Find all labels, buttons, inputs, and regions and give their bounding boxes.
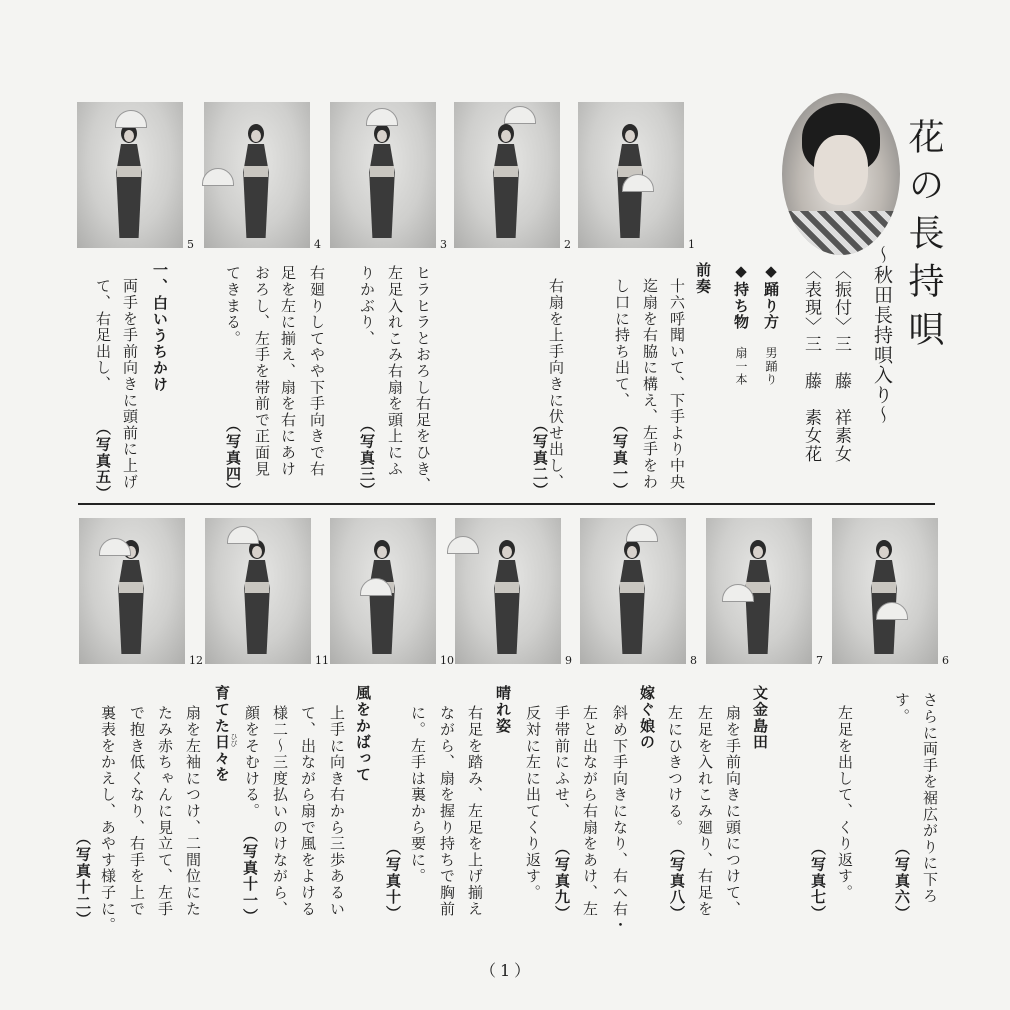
text-column: 迄扇を右脇に構え、左手をわ: [641, 278, 659, 490]
photo-number: 1: [688, 238, 695, 251]
ruby-reading: ひび: [230, 733, 238, 747]
text-column: 右廻りしてやや下手向きで右: [308, 265, 326, 477]
photo-caption: （写真七）: [809, 840, 827, 922]
dance-photo: [706, 518, 812, 664]
dance-photo: [330, 518, 436, 664]
photo-number: 10: [440, 654, 454, 667]
fan-icon: [366, 108, 398, 126]
text-column: 扇を手前向きに頭につけて、: [724, 705, 742, 917]
text-column: 手帯前にふせ、: [553, 705, 571, 820]
info-props: ◆持ち物 扇一本: [732, 262, 750, 387]
text-column: 扇を左袖につけ、二間位にた: [184, 705, 202, 917]
text-column: 右扇を上手向きに伏せ出し、: [547, 278, 565, 490]
fan-icon: [504, 106, 536, 124]
photo-caption: （写真十二）: [74, 830, 92, 928]
text-column: てきまる。: [224, 265, 242, 347]
text-column: 反対に左に出てくり返す。: [524, 705, 542, 901]
section-heading: 育てた日々を: [213, 685, 231, 783]
photo-number: 5: [187, 238, 194, 251]
dance-photo: [580, 518, 686, 664]
section-heading: 風をかばって: [354, 685, 372, 783]
text-column: し口に持ち出て、: [613, 278, 631, 409]
dance-photo: [330, 102, 436, 248]
photo-number: 6: [942, 654, 949, 667]
text-column: て、出ながら扇で風をよける: [299, 705, 317, 917]
photo-number: 3: [440, 238, 447, 251]
info-dance-style: ◆踊り方 男踊り: [762, 262, 780, 387]
text-column: さらに両手を裾広がりに下ろ: [921, 692, 939, 904]
text-column: 顔をそむける。: [243, 705, 261, 820]
photo-caption: （写真九）: [553, 840, 571, 922]
text-column: 左足を入れこみ廻り、右足を: [696, 705, 714, 917]
section-heading: 一、白いうちかけ: [151, 262, 169, 393]
text-column: 様二～三度払いのけながら、: [271, 705, 289, 917]
dance-photo: [578, 102, 684, 248]
subtitle: ～秋田長持唄入り～: [871, 245, 893, 425]
photo-number: 2: [564, 238, 571, 251]
photo-caption: （写真八）: [668, 840, 686, 922]
fan-icon: [626, 524, 658, 542]
dance-photo: [455, 518, 561, 664]
photo-caption: （写真一）: [611, 417, 629, 499]
photo-caption: （写真五）: [94, 420, 112, 502]
text-column: たみ赤ちゃんに見立て、左手: [156, 705, 174, 917]
page-title: 花の長持唄: [903, 118, 944, 358]
photo-caption: （写真六）: [893, 840, 911, 922]
text-column: で抱き低くなり、右手を上で: [128, 705, 146, 917]
text-column: す。: [893, 692, 911, 725]
photo-number: 4: [314, 238, 321, 251]
dance-photo: [454, 102, 560, 248]
text-column: りかぶり、: [358, 265, 376, 347]
text-column: 足を左に揃え、扇を右にあけ: [279, 265, 297, 477]
text-column: 十六呼聞いて、下手より中央: [668, 278, 686, 490]
section-heading: 前奏: [694, 262, 712, 295]
text-column: 裏表をかえし、あやす様子に。: [99, 705, 117, 934]
text-column: 右足を踏み、左足を上げ揃え: [466, 705, 484, 917]
photo-number: 7: [816, 654, 823, 667]
dance-photo: [205, 518, 311, 664]
fan-icon: [876, 602, 908, 620]
credit-performance: 〈表現〉三 藤 素女花: [801, 262, 821, 464]
dancer-portrait: [782, 93, 900, 255]
section-heading: 嫁ぐ娘の: [638, 685, 656, 751]
photo-number: 11: [315, 654, 329, 667]
text-column: おろし、左手を帯前で正面見: [253, 265, 271, 477]
text-column: 両手を手前向きに頭前に上げ: [121, 278, 139, 490]
fan-icon: [227, 526, 259, 544]
photo-caption: （写真十一）: [241, 827, 259, 925]
text-column: 斜め下手向きになり、右へ右・: [611, 705, 629, 934]
text-column: 左足入れこみ右扇を頭上にふ: [386, 265, 404, 477]
text-column: 左にひきつける。: [666, 705, 684, 836]
photo-caption: （写真三）: [358, 417, 376, 499]
fan-icon: [447, 536, 479, 554]
dance-photo: [77, 102, 183, 248]
dance-photo: [204, 102, 310, 248]
photo-number: 12: [189, 654, 203, 667]
section-divider: [78, 503, 935, 505]
fan-icon: [202, 168, 234, 186]
section-heading: 晴れ姿: [494, 685, 512, 734]
dance-photo: [79, 518, 185, 664]
text-column: ヒラヒラとおろし右足をひき、: [414, 265, 432, 494]
text-column: て、右足出し、: [94, 278, 112, 393]
text-column: 左と出ながら右扇をあけ、左: [581, 705, 599, 917]
dance-photo: [832, 518, 938, 664]
page-number: （1）: [480, 961, 535, 980]
photo-number: 9: [565, 654, 572, 667]
section-heading: 文金島田: [751, 685, 769, 751]
text-column: 左足を出して、くり返す。: [836, 705, 854, 901]
photo-caption: （写真二）: [531, 417, 549, 499]
photo-caption: （写真四）: [224, 417, 242, 499]
fan-icon: [115, 110, 147, 128]
text-column: ながら、扇を握り持ちで胸前: [438, 705, 456, 917]
photo-caption: （写真十）: [384, 840, 402, 922]
text-column: 上手に向き右から三歩あるい: [328, 705, 346, 917]
photo-number: 8: [690, 654, 697, 667]
fan-icon: [622, 174, 654, 192]
credit-choreography: 〈振付〉三 藤 祥素女: [831, 262, 851, 464]
text-column: に。左手は裏から要に。: [409, 705, 427, 885]
